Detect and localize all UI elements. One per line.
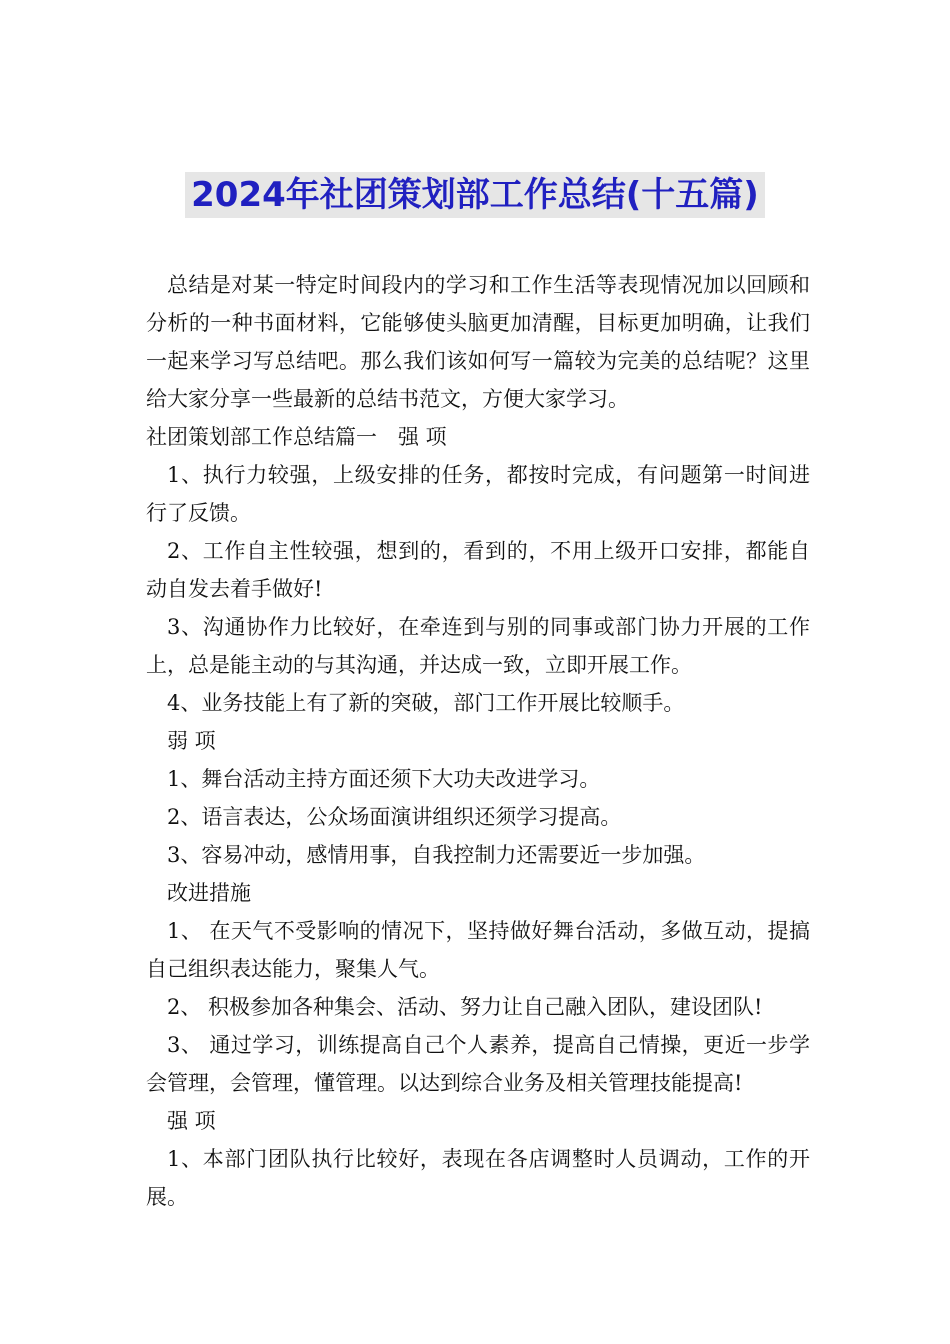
intro-paragraph: 总结是对某一特定时间段内的学习和工作生活等表现情况加以回顾和分析的一种书面材料，它能够使头脑更加清醒，目标更加明确，让我们一起来学习写总结吧。那么我们该如何写一篇较为完美的总结呢？这里给大家分享一些最新的总结书范文，方便大家学习。 <box>146 273 810 411</box>
document-title: 2024年社团策划部工作总结(十五篇) <box>185 172 765 218</box>
subheading-improvement: 改进措施 <box>167 881 251 905</box>
list-item: 1、 在天气不受影响的情况下，坚持做好舞台活动，多做互动，提搞自己组织表达能力，聚集人气。 <box>146 919 810 981</box>
list-item: 3、容易冲动，感情用事，自我控制力还需要近一步加强。 <box>167 843 706 867</box>
list-item: 1、本部门团队执行比较好，表现在各店调整时人员调动，工作的开展。 <box>146 1147 810 1209</box>
document-body <box>146 266 810 1216</box>
list-item: 2、 积极参加各种集会、活动、努力让自己融入团队，建设团队! <box>167 995 763 1019</box>
title-container <box>0 172 950 218</box>
section-heading: 社团策划部工作总结篇一 强 项 <box>146 425 447 449</box>
list-item: 2、工作自主性较强，想到的，看到的，不用上级开口安排，都能自动自发去着手做好! <box>146 539 810 601</box>
list-item: 2、语言表达，公众场面演讲组织还须学习提高。 <box>167 805 622 829</box>
list-item: 1、舞台活动主持方面还须下大功夫改进学习。 <box>167 767 601 791</box>
list-item: 1、执行力较强，上级安排的任务，都按时完成，有问题第一时间进行了反馈。 <box>146 463 810 525</box>
subheading-weakness: 弱 项 <box>167 729 216 753</box>
list-item: 3、沟通协作力比较好，在牵连到与别的同事或部门协力开展的工作上，总是能主动的与其沟通，并达成一致，立即开展工作。 <box>146 615 810 677</box>
list-item: 3、 通过学习，训练提高自己个人素养，提高自己情操，更近一步学会管理，会管理，懂管理。以达到综合业务及相关管理技能提高! <box>146 1033 810 1095</box>
subheading-strength: 强 项 <box>167 1109 216 1133</box>
list-item: 4、业务技能上有了新的突破，部门工作开展比较顺手。 <box>167 691 685 715</box>
